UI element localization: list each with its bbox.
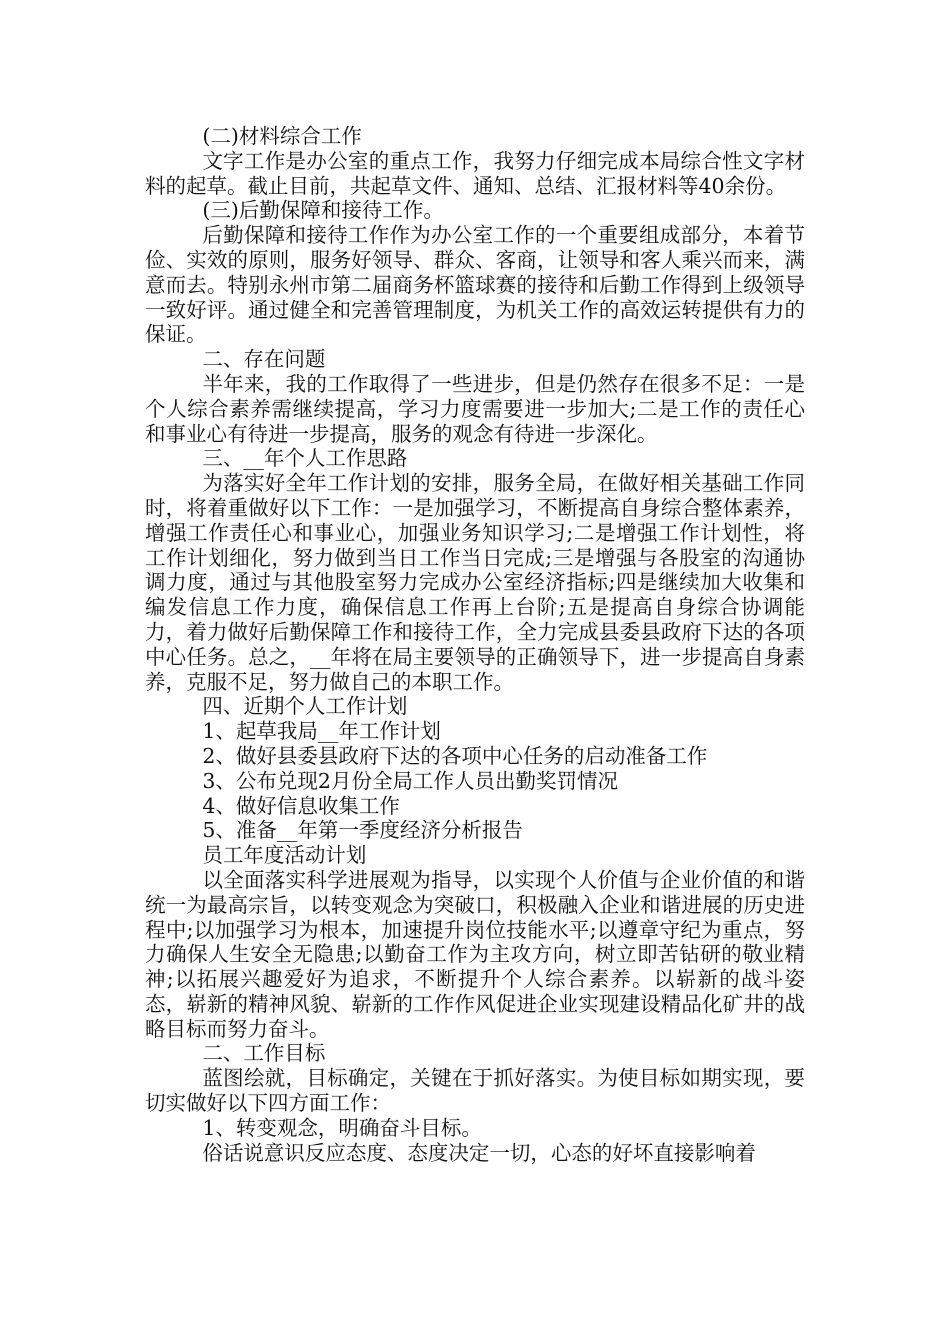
paragraph: 蓝图绘就，目标确定，关键在于抓好落实。为使目标如期实现，要切实做好以下四方面工作： bbox=[145, 1066, 805, 1116]
section-heading: (二)材料综合工作 bbox=[202, 124, 362, 148]
paragraph: 半年来，我的工作取得了一些进步，但是仍然存在很多不足：一是个人综合素养需继续提高，学习力度需要进一步加大;二是工作的责任心和事业心有待进一步提高，服务的观念有待进一步深化。 bbox=[145, 371, 805, 446]
section-heading: 三、__年个人工作思路 bbox=[202, 446, 408, 471]
section-heading: 二、工作目标 bbox=[202, 1041, 326, 1066]
list-item: 4、做好信息收集工作 bbox=[202, 793, 400, 818]
section-heading: (三)后勤保障和接待工作。 bbox=[202, 198, 444, 223]
list-item: 2、做好县委县政府下达的各项中心任务的启动准备工作 bbox=[202, 743, 708, 768]
list-item: 1、起草我局__年工作计划 bbox=[202, 719, 441, 744]
paragraph: 后勤保障和接待工作作为办公室工作的一个重要组成部分，本着节俭、实效的原则，服务好领导、群众、客商，让领导和客人乘兴而来，满意而去。特别永州市第二届商务杯篮球赛的接待和后勤工作得到上级领导一致好评。通过健全和完善管理制度，为机关工作的高效运转提供有力的保证。 bbox=[145, 223, 805, 347]
section-heading: 员工年度活动计划 bbox=[202, 843, 367, 868]
section-heading: 四、近期个人工作计划 bbox=[202, 694, 408, 719]
paragraph: 为落实好全年工作计划的安排，服务全局，在做好相关基础工作同时，将着重做好以下工作：一是加强学习，不断提高自身综合整体素养，增强工作责任心和事业心，加强业务知识学习;二是增强工作计划性，将工作计划细化，努力做到当日工作当日完成;三是增强与各股室的沟通协调力度，通过与其他股室努力完成办公室经济指标;四是继续加大收集和编发信息工作力度，确保信息工作再上台阶;五是提高自身综合协调能力，着力做好后勤保障工作和接待工作，全力完成县委县政府下达的各项中心任务。总之，__年将在局主要领导的正确领导下，进一步提高自身素养，克服不足，努力做自己的本职工作。 bbox=[145, 471, 805, 694]
paragraph: 以全面落实科学进展观为指导，以实现个人价值与企业价值的和谐统一为最高宗旨，以转变观念为突破口，积极融入企业和谐进展的历史进程中;以加强学习为根本，加速提升岗位技能水平;以遵章守纪为重点，努力确保人生安全无隐患;以勤奋工作为主攻方向，树立即苦钻研的敬业精神;以拓展兴趣爱好为追求，不断提升个人综合素养。以崭新的战斗姿态，崭新的精神风貌、崭新的工作作风促进企业实现建设精品化矿井的战略目标而努力奋斗。 bbox=[145, 867, 805, 1041]
section-heading: 1、转变观念，明确奋斗目标。 bbox=[202, 1115, 482, 1140]
section-heading: 二、存在问题 bbox=[202, 347, 326, 372]
paragraph: 俗话说意识反应态度、态度决定一切，心态的好坏直接影响着 bbox=[202, 1140, 756, 1165]
paragraph: 文字工作是办公室的重点工作，我努力仔细完成本局综合性文字材料的起草。截止目前，共起草文件、通知、总结、汇报材料等40余份。 bbox=[145, 148, 805, 198]
document-body bbox=[145, 124, 805, 1165]
list-item: 3、公布兑现2月份全局工作人员出勤奖罚情况 bbox=[202, 768, 618, 793]
list-item: 5、准备__年第一季度经济分析报告 bbox=[202, 818, 523, 843]
